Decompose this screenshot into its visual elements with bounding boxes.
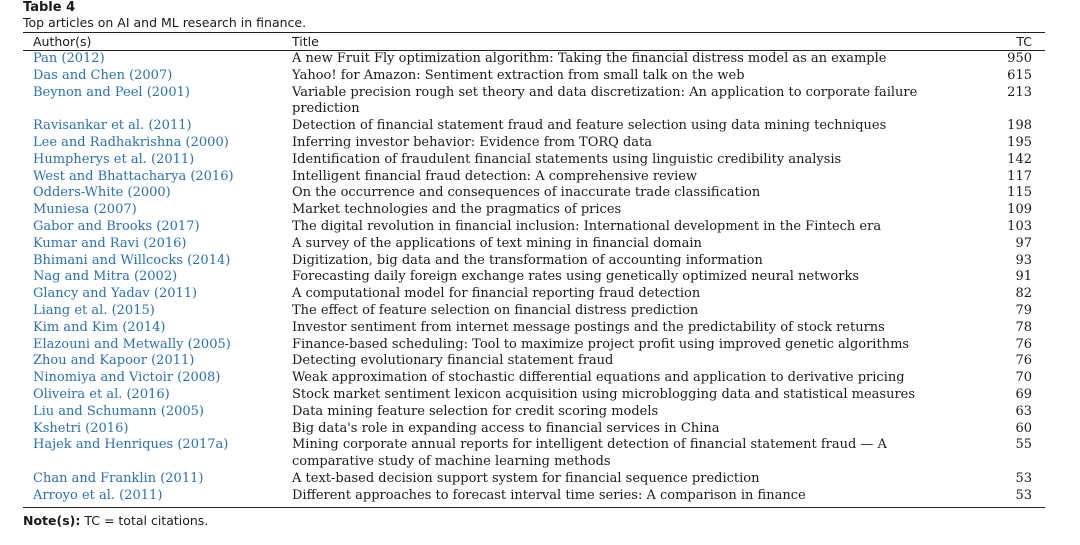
table-row xyxy=(23,353,1045,370)
cell-author xyxy=(23,253,292,270)
table-row xyxy=(23,421,1045,438)
table-row xyxy=(23,286,1045,303)
cell-tc: 78 xyxy=(1015,319,1032,335)
cell-title: Intelligent financial fraud detection: A comprehensive review xyxy=(292,168,698,184)
cell-title: Detecting evolutionary financial statement fraud xyxy=(292,353,614,369)
table-row xyxy=(23,337,1045,354)
table-row xyxy=(23,219,1045,236)
cell-tc: 115 xyxy=(1007,185,1032,201)
note-label: Note(s): xyxy=(23,512,81,528)
cell-tc: 103 xyxy=(1007,218,1032,234)
cell-tc: 76 xyxy=(1015,336,1032,352)
table-row xyxy=(23,387,1045,404)
cell-author xyxy=(23,152,292,169)
articles-table xyxy=(23,32,1045,508)
author-citation[interactable]: Muniesa (2007) xyxy=(33,202,137,218)
cell-title: Variable precision rough set theory and data discretization: An application to corporate failure prediction xyxy=(292,84,918,117)
cell-tc: 82 xyxy=(1015,286,1032,302)
table-row xyxy=(23,370,1045,387)
author-citation[interactable]: Das and Chen (2007) xyxy=(33,67,173,83)
author-citation[interactable]: Ravisankar et al. (2011) xyxy=(33,118,192,134)
table-row xyxy=(23,303,1045,320)
table-row xyxy=(23,185,1045,202)
cell-tc: 53 xyxy=(1015,487,1032,503)
cell-title: Mining corporate annual reports for intelligent detection of financial statement fraud — A comparative study of machine learning methods xyxy=(292,437,887,470)
author-citation[interactable]: Nag and Mitra (2002) xyxy=(33,269,178,285)
cell-tc: 70 xyxy=(1015,370,1032,386)
cell-author xyxy=(23,51,292,68)
cell-tc: 97 xyxy=(1015,235,1032,251)
cell-title: Digitization, big data and the transformation of accounting information xyxy=(292,252,763,268)
table-row xyxy=(23,85,1045,119)
cell-title: Forecasting daily foreign exchange rates using genetically optimized neural networks xyxy=(292,269,860,285)
cell-title: The effect of feature selection on financial distress prediction xyxy=(292,302,699,318)
cell-tc: 63 xyxy=(1015,403,1032,419)
cell-title: Market technologies and the pragmatics of prices xyxy=(292,202,622,218)
cell-author xyxy=(23,370,292,387)
cell-author xyxy=(23,421,292,438)
cell-tc: 198 xyxy=(1007,118,1032,134)
cell-author xyxy=(23,437,292,471)
cell-title: Different approaches to forecast interval time series: A comparison in finance xyxy=(292,487,806,503)
header-author: Author(s) xyxy=(23,33,292,51)
cell-title: Investor sentiment from internet message postings and the predictability of stock returns xyxy=(292,319,885,335)
note-text: TC = total citations. xyxy=(80,512,209,528)
header-title: Title xyxy=(292,33,972,51)
author-citation[interactable]: Chan and Franklin (2011) xyxy=(33,470,204,486)
author-citation[interactable]: Liang et al. (2015) xyxy=(33,302,155,318)
author-citation[interactable]: Kim and Kim (2014) xyxy=(33,319,166,335)
table-row xyxy=(23,202,1045,219)
cell-author xyxy=(23,135,292,152)
cell-title: Data mining feature selection for credit scoring models xyxy=(292,403,659,419)
cell-tc: 60 xyxy=(1015,420,1032,436)
cell-title: Weak approximation of stochastic differential equations and application to derivative pricing xyxy=(292,370,905,386)
cell-author xyxy=(23,219,292,236)
cell-author xyxy=(23,236,292,253)
cell-author xyxy=(23,202,292,219)
cell-author xyxy=(23,118,292,135)
table-row xyxy=(23,118,1045,135)
cell-title: Yahoo! for Amazon: Sentiment extraction from small talk on the web xyxy=(292,67,745,83)
cell-tc: 76 xyxy=(1015,353,1032,369)
author-citation[interactable]: Humpherys et al. (2011) xyxy=(33,151,195,167)
table-row xyxy=(23,269,1045,286)
author-citation[interactable]: Gabor and Brooks (2017) xyxy=(33,218,200,234)
author-citation[interactable]: Lee and Radhakrishna (2000) xyxy=(33,134,229,150)
table-label: Table 4 xyxy=(23,0,76,15)
cell-title: Identification of fraudulent financial statements using linguistic credibility analysis xyxy=(292,151,842,167)
author-citation[interactable]: Liu and Schumann (2005) xyxy=(33,403,204,419)
cell-tc: 195 xyxy=(1007,134,1032,150)
table-row xyxy=(23,135,1045,152)
cell-title: Detection of financial statement fraud and feature selection using data mining techniques xyxy=(292,118,887,134)
author-citation[interactable]: Oliveira et al. (2016) xyxy=(33,386,170,402)
cell-author xyxy=(23,303,292,320)
cell-title: Big data's role in expanding access to financial services in China xyxy=(292,420,720,436)
table-note xyxy=(23,513,1045,529)
table-body xyxy=(23,51,1045,508)
cell-author xyxy=(23,85,292,119)
author-citation[interactable]: Kshetri (2016) xyxy=(33,420,129,436)
cell-tc: 69 xyxy=(1015,386,1032,402)
cell-tc: 55 xyxy=(1015,437,1032,453)
cell-tc: 117 xyxy=(1007,168,1032,184)
table-row xyxy=(23,404,1045,421)
cell-title: Stock market sentiment lexicon acquisition using microblogging data and statistical measures xyxy=(292,386,916,402)
cell-author xyxy=(23,488,292,507)
author-citation[interactable]: West and Bhattacharya (2016) xyxy=(33,168,234,184)
table-row xyxy=(23,152,1045,169)
header-row xyxy=(23,33,1045,51)
table-row xyxy=(23,68,1045,85)
table-row xyxy=(23,51,1045,68)
cell-title: The digital revolution in financial inclusion: International development in the Fintech era xyxy=(292,218,882,234)
table-row xyxy=(23,488,1045,507)
author-citation[interactable]: Beynon and Peel (2001) xyxy=(33,84,190,100)
cell-tc: 93 xyxy=(1015,252,1032,268)
cell-tc: 79 xyxy=(1015,302,1032,318)
author-citation[interactable]: Odders-White (2000) xyxy=(33,185,171,201)
author-citation[interactable]: Elazouni and Metwally (2005) xyxy=(33,336,231,352)
table-row xyxy=(23,437,1045,471)
author-citation[interactable]: Arroyo et al. (2011) xyxy=(33,487,163,503)
cell-tc: 91 xyxy=(1015,269,1032,285)
cell-author xyxy=(23,185,292,202)
cell-title: Finance-based scheduling: Tool to maximize project profit using improved genetic algorithms xyxy=(292,336,910,352)
cell-title: A survey of the applications of text mining in financial domain xyxy=(292,235,702,251)
author-citation[interactable]: Hajek and Henriques (2017a) xyxy=(33,437,229,453)
cell-tc: 53 xyxy=(1015,470,1032,486)
cell-tc: 950 xyxy=(1007,51,1032,66)
table-container xyxy=(23,0,1045,529)
author-citation[interactable]: Kumar and Ravi (2016) xyxy=(33,235,187,251)
author-citation[interactable]: Glancy and Yadav (2011) xyxy=(33,286,198,302)
cell-title: A new Fruit Fly optimization algorithm: Taking the financial distress model as an example xyxy=(292,51,887,66)
author-citation[interactable]: Pan (2012) xyxy=(33,51,105,66)
table-row xyxy=(23,253,1045,270)
cell-author xyxy=(23,68,292,85)
author-citation[interactable]: Bhimani and Willcocks (2014) xyxy=(33,252,231,268)
cell-tc: 142 xyxy=(1007,151,1032,167)
cell-author xyxy=(23,387,292,404)
table-caption: Top articles on AI and ML research in finance. xyxy=(23,15,307,30)
cell-author xyxy=(23,353,292,370)
author-citation[interactable]: Zhou and Kapoor (2011) xyxy=(33,353,195,369)
table-row xyxy=(23,471,1045,488)
cell-tc: 213 xyxy=(1007,84,1032,100)
cell-title: Inferring investor behavior: Evidence from TORQ data xyxy=(292,134,653,150)
author-citation[interactable]: Ninomiya and Victoir (2008) xyxy=(33,370,221,386)
cell-tc: 615 xyxy=(1007,67,1032,83)
cell-title: A text-based decision support system for financial sequence prediction xyxy=(292,470,760,486)
cell-author xyxy=(23,269,292,286)
cell-author xyxy=(23,169,292,186)
table-row xyxy=(23,169,1045,186)
cell-tc: 109 xyxy=(1007,202,1032,218)
header-tc: TC xyxy=(972,33,1045,51)
cell-author xyxy=(23,404,292,421)
cell-title: On the occurrence and consequences of inaccurate trade classification xyxy=(292,185,761,201)
table-row xyxy=(23,236,1045,253)
cell-author xyxy=(23,337,292,354)
cell-title: A computational model for financial reporting fraud detection xyxy=(292,286,701,302)
cell-author xyxy=(23,286,292,303)
cell-author xyxy=(23,471,292,488)
table-row xyxy=(23,320,1045,337)
cell-author xyxy=(23,320,292,337)
